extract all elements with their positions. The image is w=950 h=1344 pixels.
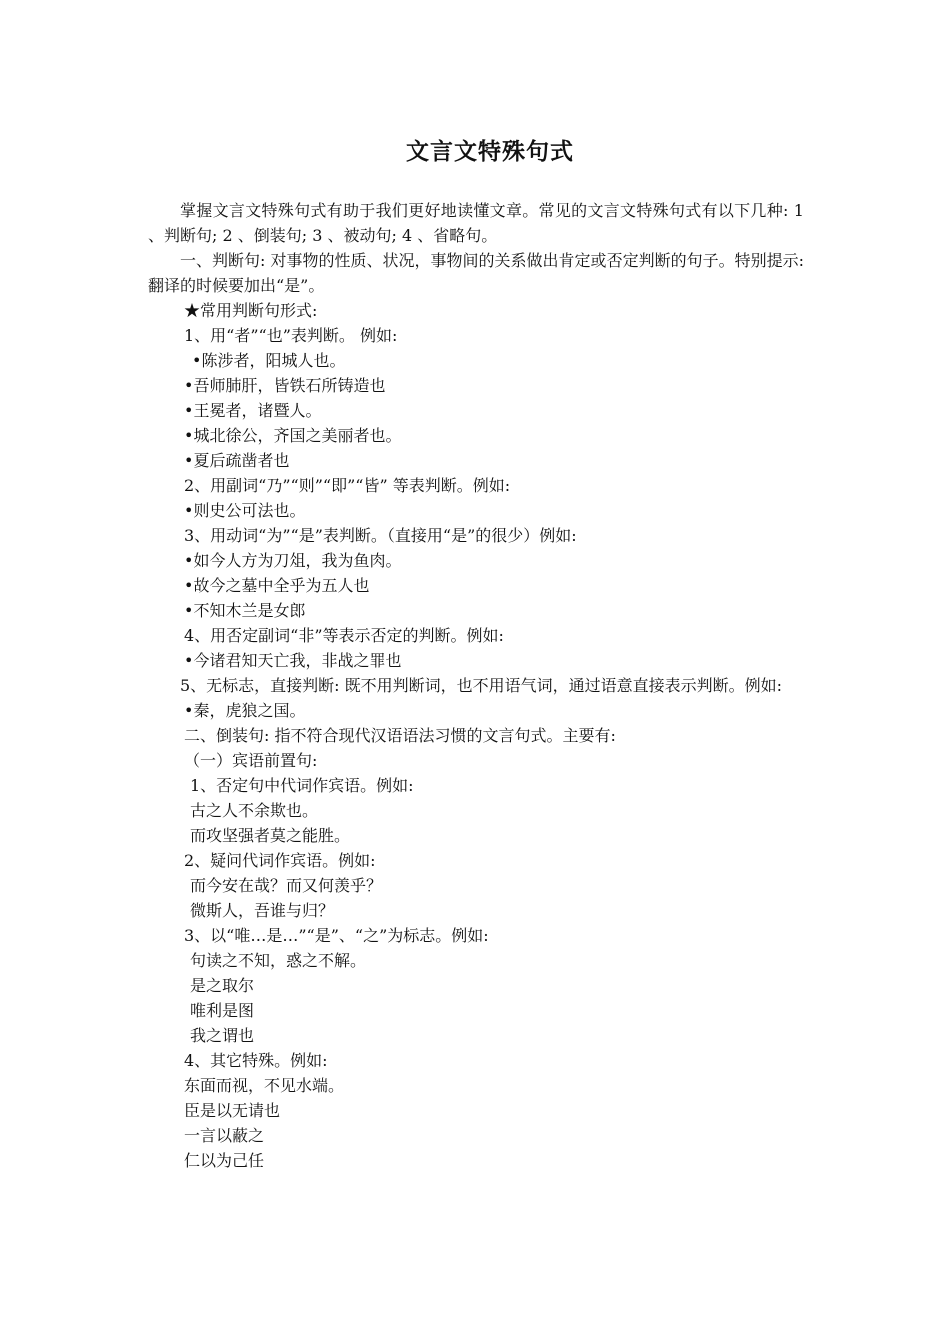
section2-intro: 二、倒装句: 指不符合现代汉语语法习惯的文言句式。主要有: bbox=[184, 726, 616, 745]
object-preposition-example: 而攻坚强者莫之能胜。 bbox=[190, 826, 351, 845]
object-preposition-example: 句读之不知，惑之不解。 bbox=[190, 951, 367, 970]
document-body bbox=[148, 198, 804, 1173]
subsection1-heading: （一）宾语前置句: bbox=[184, 751, 318, 770]
object-preposition-example: 臣是以无请也 bbox=[184, 1101, 281, 1120]
object-preposition-example: 东面而视，不见水端。 bbox=[184, 1076, 345, 1095]
form5-example: •秦，虎狼之国。 bbox=[184, 701, 306, 720]
object-preposition-heading: 3、以“唯…是…”“是”、“之”为标志。例如: bbox=[184, 926, 489, 945]
form5-heading: 5、无标志，直接判断: 既不用判断词，也不用语气词，通过语意直接表示判断。例如: bbox=[180, 676, 783, 695]
object-preposition-heading: 1、否定句中代词作宾语。例如: bbox=[190, 776, 414, 795]
form1-example: •城北徐公，齐国之美丽者也。 bbox=[184, 426, 402, 445]
object-preposition-example: 古之人不余欺也。 bbox=[190, 801, 319, 820]
object-preposition-example: 是之取尔 bbox=[190, 976, 255, 995]
form3-heading: 3、用动词“为”“是”表判断。（直接用“是”的很少）例如: bbox=[184, 526, 577, 545]
object-preposition-example: 一言以蔽之 bbox=[184, 1126, 265, 1145]
form3-example: •故今之墓中全乎为五人也 bbox=[184, 576, 370, 595]
forms-heading: ★常用判断句形式: bbox=[184, 301, 318, 320]
form1-heading: 1、用“者”“也”表判断。 例如: bbox=[184, 326, 398, 345]
form4-heading: 4、用否定副词“非”等表示否定的判断。例如: bbox=[184, 626, 504, 645]
form1-example: •吾师肺肝，皆铁石所铸造也 bbox=[184, 376, 386, 395]
object-preposition-heading: 2、疑问代词作宾语。例如: bbox=[184, 851, 376, 870]
object-preposition-example: 而今安在哉？而又何羡乎？ bbox=[190, 876, 383, 895]
object-preposition-example: 唯利是图 bbox=[190, 1001, 255, 1020]
intro-paragraph: 掌握文言文特殊句式有助于我们更好地读懂文章。常见的文言文特殊句式有以下几种: 1 、判断句; 2 、倒装句; 3 、被动句; 4 、省略句。 bbox=[148, 201, 804, 245]
form2-example: •则史公可法也。 bbox=[184, 501, 306, 520]
document-title: 文言文特殊句式 bbox=[406, 139, 574, 165]
form4-example: •今诸君知天亡我，非战之罪也 bbox=[184, 651, 402, 670]
section1-intro: 一、判断句: 对事物的性质、状况，事物间的关系做出肯定或否定判断的句子。特别提示: 翻译的时候要加出“是”。 bbox=[148, 251, 804, 295]
object-preposition-example: 我之谓也 bbox=[190, 1026, 255, 1045]
object-preposition-example: 仁以为己任 bbox=[184, 1151, 265, 1170]
form3-example: •如今人方为刀俎，我为鱼肉。 bbox=[184, 551, 402, 570]
form1-example: •陈涉者，阳城人也。 bbox=[192, 351, 346, 370]
form2-heading: 2、用副词“乃”“则”“即”“皆” 等表判断。例如: bbox=[184, 476, 511, 495]
form1-example: •王冕者，诸暨人。 bbox=[184, 401, 322, 420]
form1-example: •夏后疏凿者也 bbox=[184, 451, 290, 470]
object-preposition-heading: 4、其它特殊。例如: bbox=[184, 1051, 328, 1070]
object-preposition-example: 微斯人，吾谁与归？ bbox=[190, 901, 335, 920]
form3-example: •不知木兰是女郎 bbox=[184, 601, 306, 620]
